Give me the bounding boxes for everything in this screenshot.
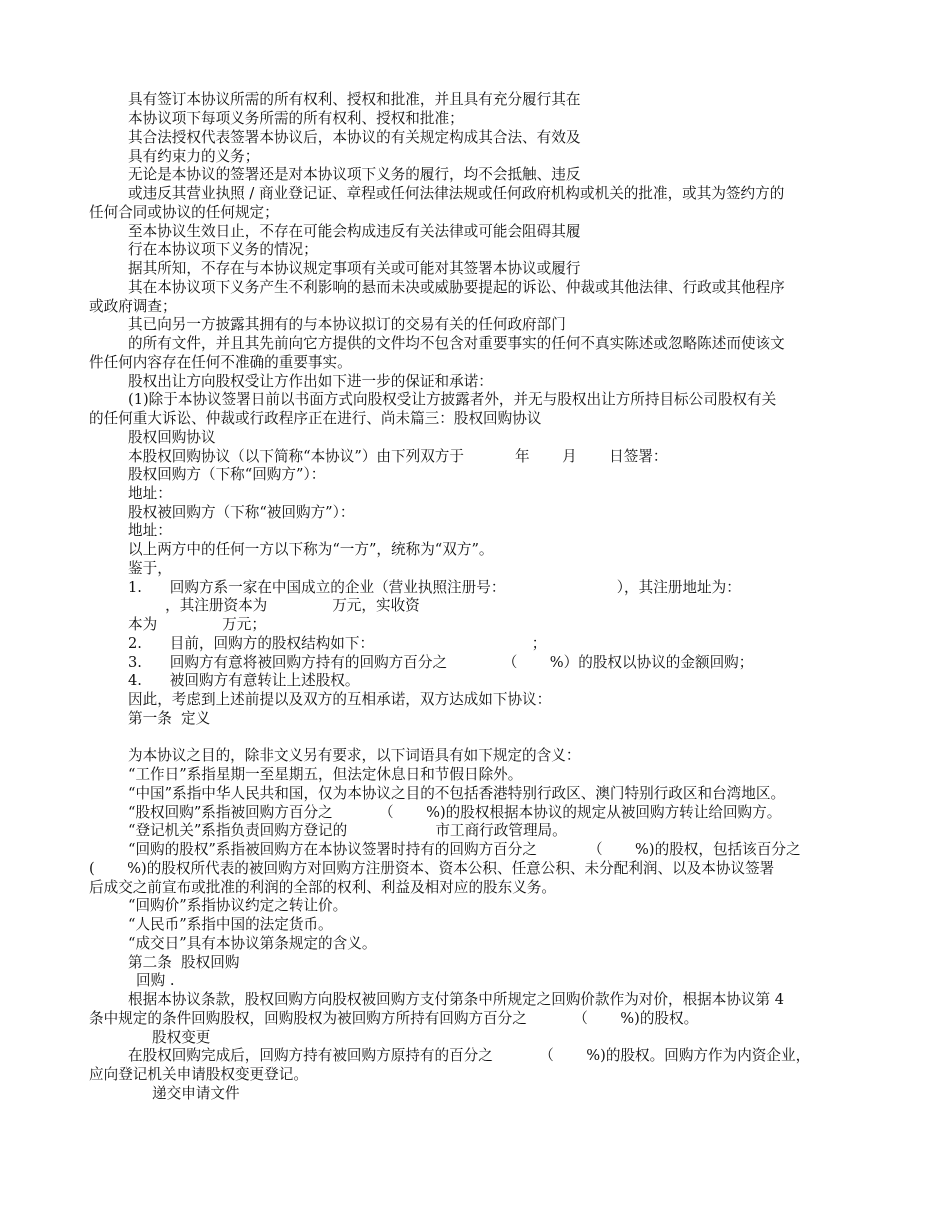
- text-line: 在股权回购完成后，回购方持有被回购方原持有的百分之 （ %)的股权。回购方作为内资企业，: [128, 1047, 811, 1064]
- text-line: ，其注册资本为 万元，实收资: [128, 597, 420, 614]
- section-title: 股权回购协议: [128, 429, 216, 446]
- text-line: 无论是本协议的签署还是对本协议项下义务的履行，均不会抵触、违反: [128, 166, 581, 183]
- definition-item: “登记机关”系指负责回购方登记的 市工商行政管理局。: [128, 822, 567, 839]
- text-line: 其合法授权代表签署本协议后，本协议的有关规定构成其合法、有效及: [128, 129, 581, 146]
- text-line: 股权回购方（下称“回购方”）：: [128, 466, 326, 483]
- text-line: 其已向另一方披露其拥有的与本协议拟订的交易有关的任何政府部门: [128, 316, 566, 333]
- text-line: 其在本协议项下义务产生不利影响的悬而未决或威胁要提起的诉讼、仲裁或其他法律、行政或其他程序: [128, 279, 785, 296]
- text-line: 任何合同或协议的任何规定；: [89, 204, 279, 221]
- list-item: 1. 回购方系一家在中国成立的企业（营业执照注册号： ），其注册地址为：: [128, 579, 741, 596]
- list-item: 3. 回购方有意将被回购方持有的回购方百分之 （ %）的股权以协议的金额回购；: [128, 654, 754, 671]
- text-line: 根据本协议条款，股权回购方向股权被回购方支付第条中所规定之回购价款作为对价，根据本协议第 4: [128, 991, 785, 1008]
- definition-item: “股权回购”系指被回购方百分之 （ %)的股权根据本协议的规定从被回购方转让给回购方。: [128, 804, 782, 821]
- text-line: 的所有文件，并且其先前向它方提供的文件均不包含对重要事实的任何不真实陈述或忽略陈述而使该文: [128, 335, 785, 352]
- list-item: 2. 目前，回购方的股权结构如下： ；: [128, 635, 547, 652]
- text-line: 为本协议之目的，除非文义另有要求，以下词语具有如下规定的含义：: [128, 747, 581, 764]
- text-line: 地址：: [128, 522, 172, 539]
- definition-item: “人民币”系指中国的法定货币。: [128, 916, 333, 933]
- text-line: 股权出让方向股权受让方作出如下进一步的保证和承诺：: [128, 373, 493, 390]
- definition-item: “中国”系指中华人民共和国，仅为本协议之目的不包括香港特别行政区、澳门特别行政区和台湾地区。: [128, 785, 786, 802]
- definition-item: “回购的股权”系指被回购方在本协议签署时持有的回购方百分之 （ %)的股权，包括该百分之: [128, 841, 801, 858]
- text-line: 具有约束力的义务；: [128, 148, 260, 165]
- text-line: 具有签订本协议所需的所有权利、授权和批准，并且具有充分履行其在: [128, 91, 581, 108]
- text-line: 或政府调查；: [89, 298, 177, 315]
- text-line: 以上两方中的任何一方以下称为“一方”，统称为“双方”。: [128, 541, 494, 558]
- article-heading: 第二条 股权回购: [128, 954, 240, 971]
- text-line: (1)除于本协议签署日前以书面方式向股权受让方披露者外，并无与股权出让方所持目标公司股权有关: [128, 391, 777, 408]
- text-line: 股权被回购方（下称“被回购方”）：: [128, 504, 355, 521]
- definition-item: “工作日”系指星期一至星期五，但法定休息日和节假日除外。: [128, 766, 523, 783]
- text-line: 条中规定的条件回购股权，回购股权为被回购方所持有回购方百分之 （ %)的股权。: [89, 1010, 699, 1027]
- text-line: 据其所知，不存在与本协议规定事项有关或可能对其签署本协议或履行: [128, 260, 581, 277]
- list-item: 4. 被回购方有意转让上述股权。: [128, 672, 360, 689]
- article-heading: 第一条 定义: [128, 710, 211, 727]
- definition-item: “回购价”系指协议约定之转让价。: [128, 897, 348, 914]
- text-line: 件任何内容存在任何不准确的重要事实。: [89, 354, 352, 371]
- text-line: 地址：: [128, 485, 172, 502]
- text-line: 行在本协议项下义务的情况；: [128, 241, 318, 258]
- text-line: 本为 万元；: [128, 616, 266, 633]
- text-line: 鉴于，: [128, 560, 172, 577]
- subsection-heading: 递交申请文件: [152, 1085, 240, 1102]
- definition-item: “成交日”具有本协议第条规定的含义。: [128, 935, 377, 952]
- text-line: 本协议项下每项义务所需的所有权利、授权和批准；: [128, 110, 464, 127]
- text-line: 或违反其营业执照 / 商业登记证、章程或任何法律法规或任何政府机构或机关的批准，或其为签约方的: [128, 185, 785, 202]
- text-line: 因此，考虑到上述前提以及双方的互相承诺，双方达成如下协议：: [128, 691, 552, 708]
- text-line: ( %)的股权所代表的被回购方对回购方注册资本、资本公积、任意公积、未分配利润、以及本协议签署: [89, 860, 775, 877]
- text-line: 后成交之前宣布或批准的利润的全部的权利、利益及相对应的股东义务。: [89, 879, 557, 896]
- text-line: 至本协议生效日止，不存在可能会构成违反有关法律或可能会阻碍其履: [128, 223, 581, 240]
- text-line: 应向登记机关申请股权变更登记。: [89, 1066, 308, 1083]
- text-line: 的任何重大诉讼、仲裁或行政程序正在进行、尚未篇三：股权回购协议: [89, 410, 542, 427]
- subsection-heading: 股权变更: [152, 1029, 211, 1046]
- text-line: 本股权回购协议（以下简称“本协议”）由下列双方于 年 月 日签署：: [128, 448, 668, 465]
- subsection-heading: 回购 .: [136, 972, 175, 989]
